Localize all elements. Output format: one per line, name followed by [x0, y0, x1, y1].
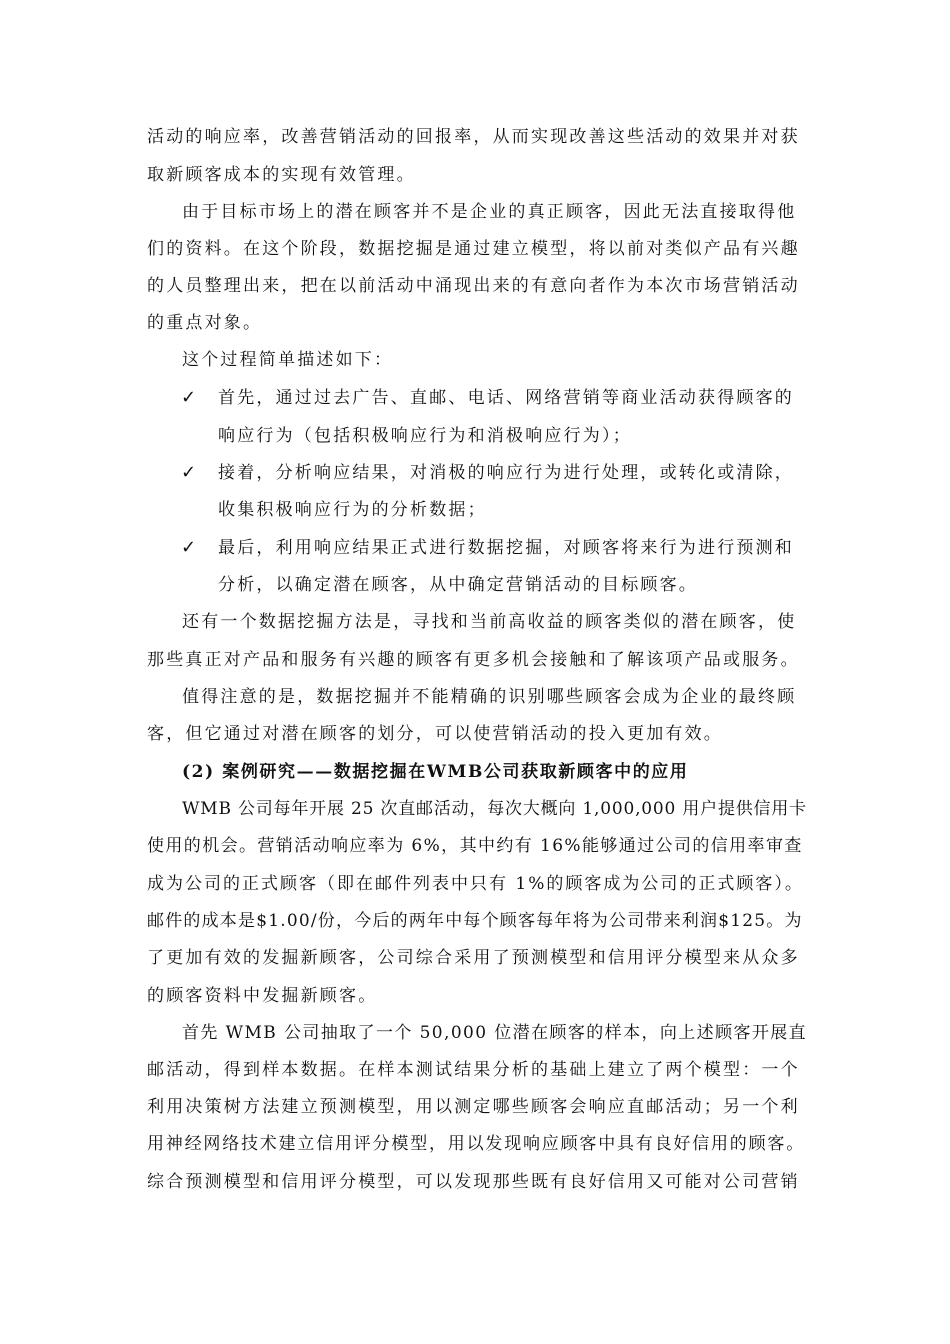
check-icon: ✓: [181, 387, 197, 408]
text-line: 利用决策树方法建立预测模型，用以测定哪些顾客会响应直邮活动；另一个利: [147, 1097, 800, 1117]
text-line: 的人员整理出来，把在以前活动中涌现出来的有意向者作为本次市场营销活动: [147, 276, 800, 296]
text-line: 还有一个数据挖掘方法是，寻找和当前高收益的顾客类似的潜在顾客，使: [182, 612, 797, 632]
text-line: 这个过程简单描述如下：: [182, 350, 394, 370]
text-line: 了更加有效的发掘新顾客，公司综合采用了预测模型和信用评分模型来从众多: [147, 948, 800, 968]
text-line: 邮件的成本是$1.00/份，今后的两年中每个顾客每年将为公司带来利润$125。为: [147, 911, 803, 931]
list-item-text: 最后，利用响应结果正式进行数据挖掘，对顾客将来行为进行预测和: [218, 538, 794, 558]
text-line: 由于目标市场上的潜在顾客并不是企业的真正顾客，因此无法直接取得他: [182, 202, 797, 222]
text-line: 邮活动，得到样本数据。在样本测试结果分析的基础上建立了两个模型：一个: [147, 1060, 800, 1080]
text-line: 综合预测模型和信用评分模型，可以发现那些既有良好信用又可能对公司营销: [147, 1172, 800, 1192]
list-item-text: 分析，以确定潜在顾客，从中确定营销活动的目标顾客。: [218, 575, 698, 595]
text-line: 用神经网络技术建立信用评分模型，用以发现响应顾客中具有良好信用的顾客。: [147, 1134, 805, 1154]
list-item-text: 首先，通过过去广告、直邮、电话、网络营销等商业活动获得顾客的: [218, 388, 794, 408]
text-line: 的重点对象。: [147, 313, 263, 333]
list-item-text: 收集积极响应行为的分析数据；: [218, 500, 487, 520]
text-line: 使用的机会。营销活动响应率为 6%，其中约有 16%能够通过公司的信用率审查: [147, 836, 803, 856]
text-line: 们的资料。在这个阶段，数据挖掘是通过建立模型，将以前对类似产品有兴趣: [147, 239, 800, 259]
text-line: 首先 WMB 公司抽取了一个 50,000 位潜在顾客的样本，向上述顾客开展直: [182, 1023, 808, 1043]
text-line: 成为公司的正式顾客（即在邮件列表中只有 1%的顾客成为公司的正式顾客）。: [147, 874, 804, 894]
text-line: WMB 公司每年开展 25 次直邮活动，每次大概向 1,000,000 用户提供信用卡: [182, 799, 807, 819]
list-item-text: 响应行为（包括积极响应行为和消极响应行为）；: [218, 426, 632, 446]
text-line: 值得注意的是，数据挖掘并不能精确的识别哪些顾客会成为企业的最终顾: [182, 687, 797, 707]
text-line: 客，但它通过对潜在顾客的划分，可以使营销活动的投入更加有效。: [147, 724, 723, 744]
text-line: 那些真正对产品和服务有兴趣的顾客有更多机会接触和了解该项产品或服务。: [147, 650, 800, 670]
text-line: 活动的响应率，改善营销活动的回报率，从而实现改善这些活动的效果并对获: [147, 127, 800, 147]
check-icon: ✓: [181, 537, 197, 558]
text-line: 取新顾客成本的实现有效管理。: [147, 165, 416, 185]
check-icon: ✓: [181, 462, 197, 483]
section-heading: (2) 案例研究——数据挖掘在WMB公司获取新顾客中的应用: [182, 762, 689, 782]
text-line: 的顾客资料中发掘新顾客。: [147, 986, 378, 1006]
list-item-text: 接着，分析响应结果，对消极的响应行为进行处理，或转化或清除，: [218, 463, 794, 483]
